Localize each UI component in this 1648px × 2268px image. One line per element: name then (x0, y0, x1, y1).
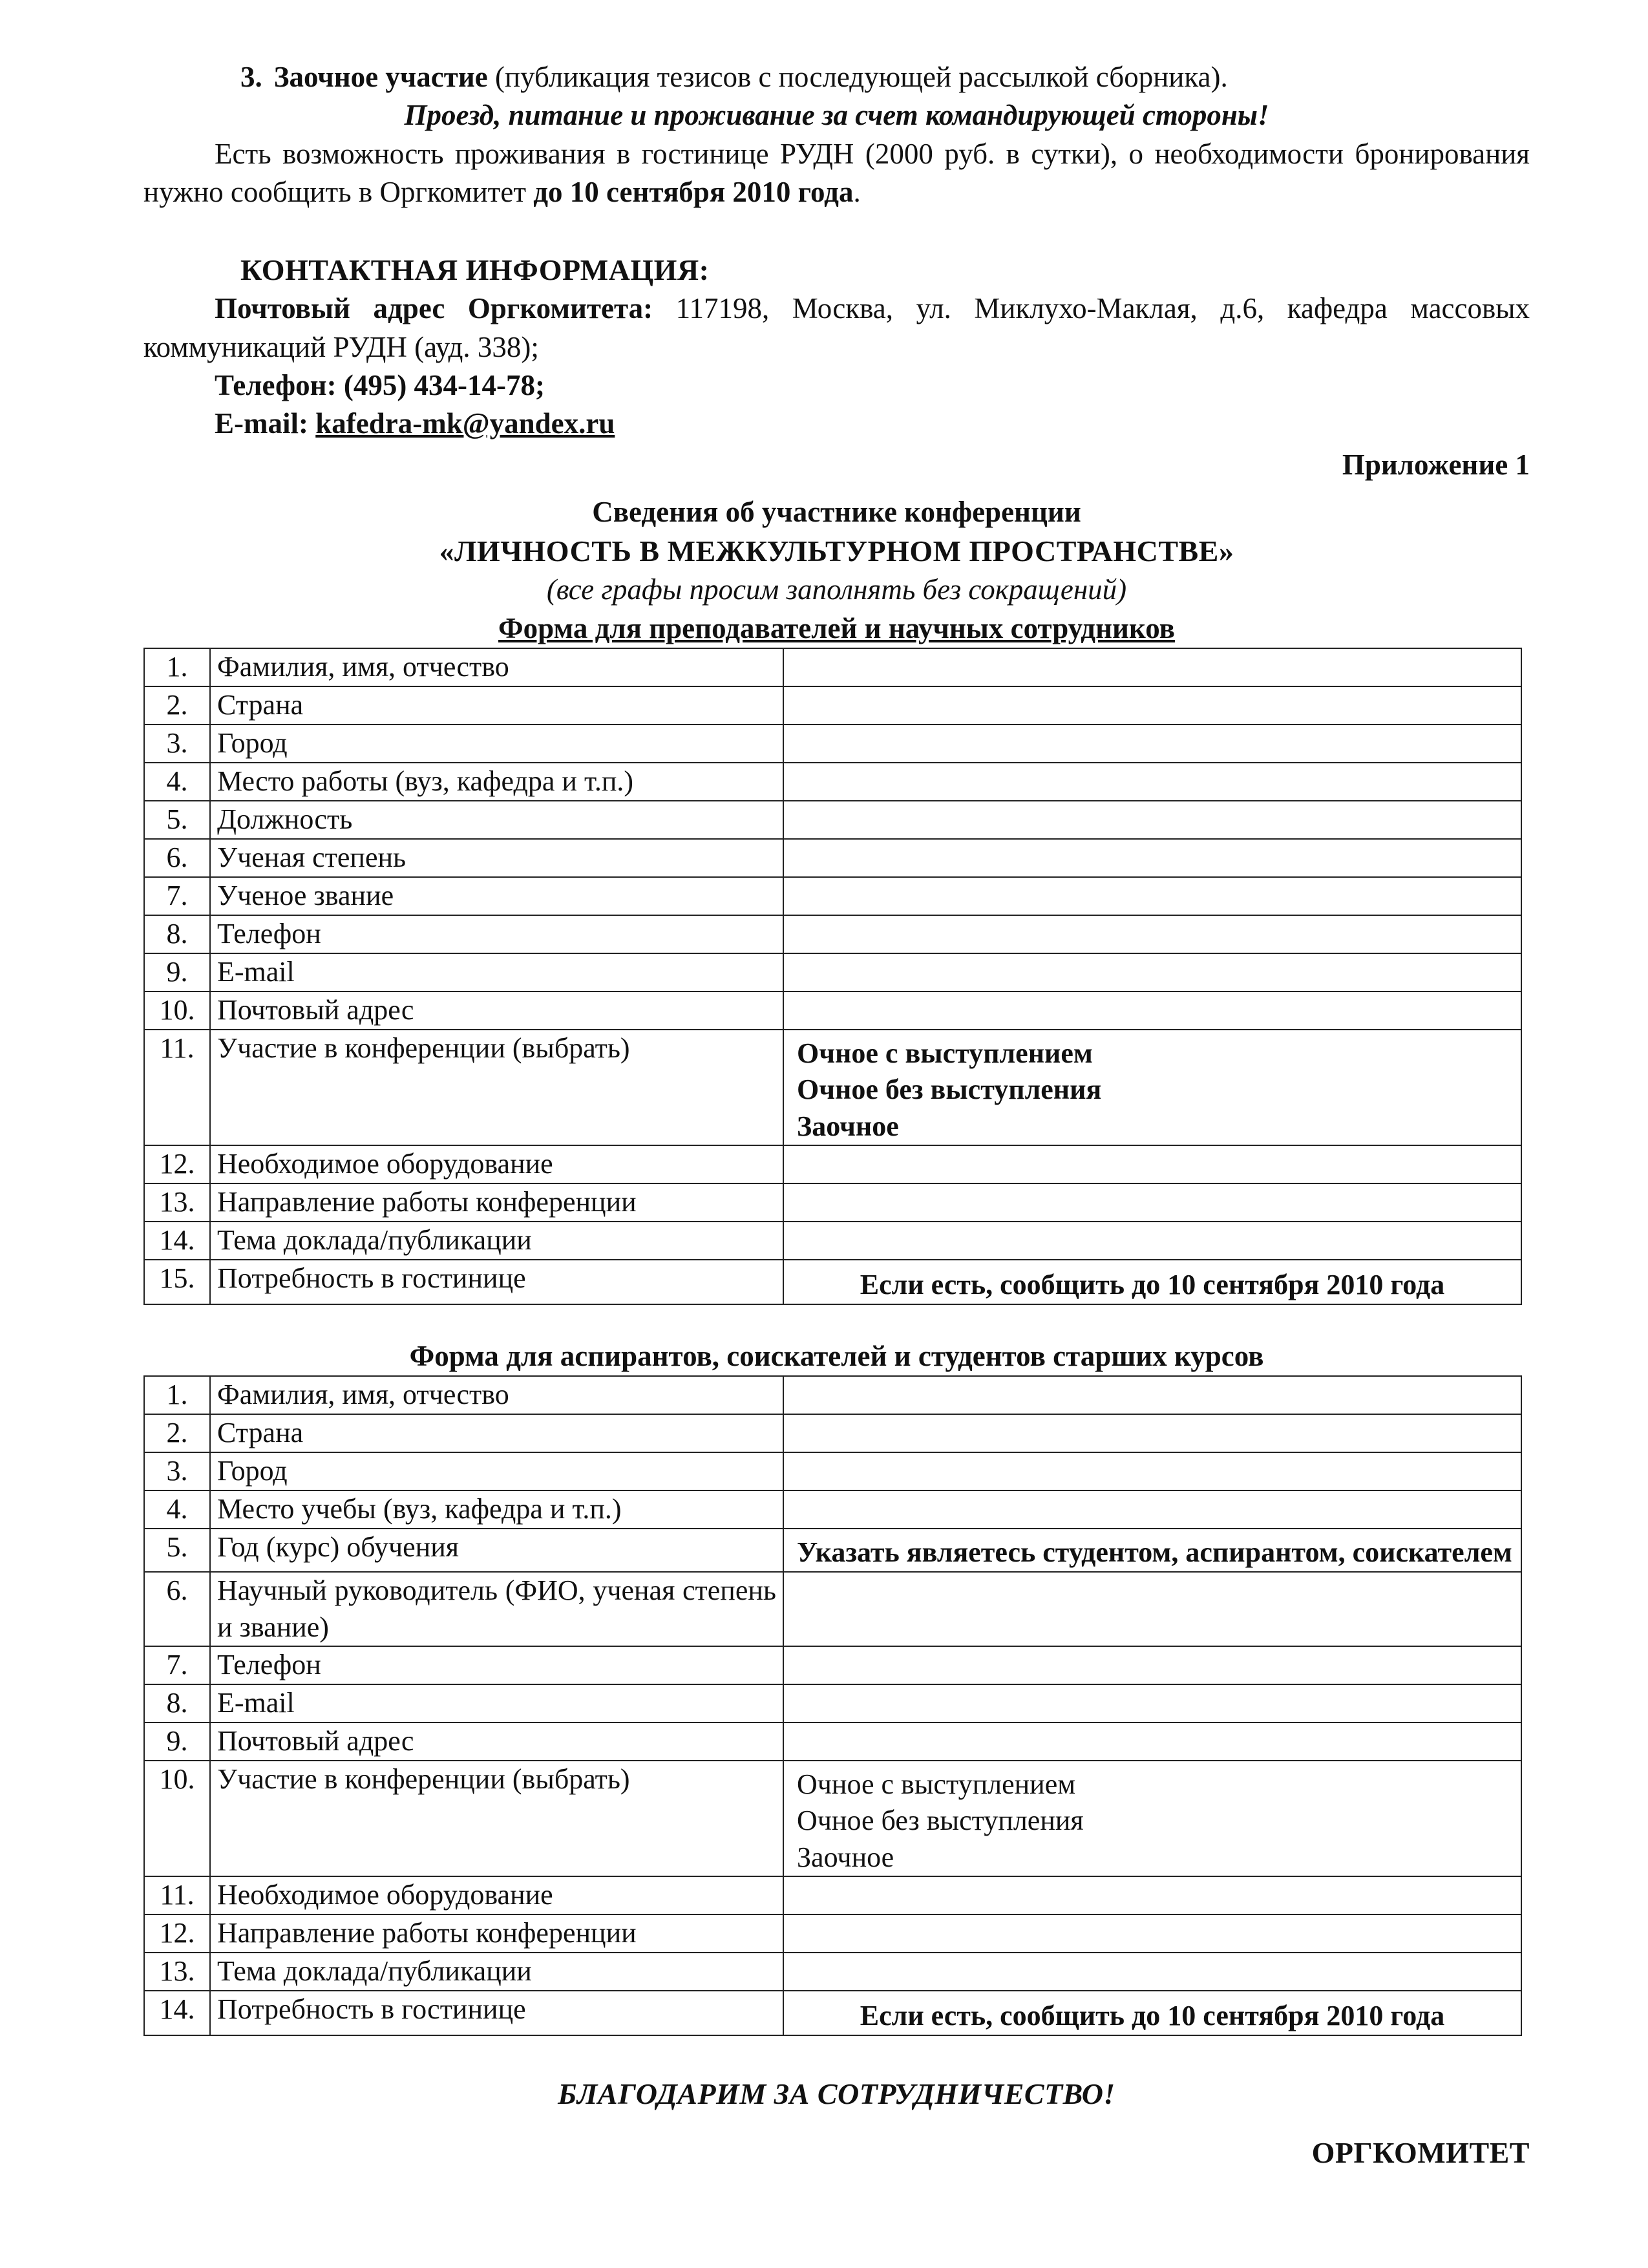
field-label: Телефон (210, 915, 783, 953)
field-value[interactable] (783, 1376, 1521, 1414)
field-label: Потребность в гостинице (210, 1991, 783, 2035)
form-row (144, 801, 1521, 839)
field-label: Тема доклада/публикации (210, 1953, 783, 1991)
field-label: Телефон (210, 1646, 783, 1684)
form-row (144, 1646, 1521, 1684)
row-number: 14. (144, 1991, 210, 2035)
form-row (144, 915, 1521, 953)
field-value[interactable] (783, 1876, 1521, 1914)
field-value[interactable] (783, 1572, 1521, 1646)
participation-options[interactable] (783, 1030, 1521, 1145)
field-value[interactable] (783, 1414, 1521, 1452)
participation-option[interactable]: Очное без выступления (797, 1074, 1102, 1106)
field-label: Научный руководитель (ФИО, ученая степень и звание) (210, 1572, 783, 1646)
field-value[interactable] (783, 1722, 1521, 1761)
field-value[interactable]: Если есть, сообщить до 10 сентября 2010 года (783, 1991, 1521, 2035)
field-label: Место работы (вуз, кафедра и т.п.) (210, 763, 783, 801)
field-label: Тема доклада/публикации (210, 1222, 783, 1260)
form-row (144, 1376, 1521, 1414)
form-row (144, 1572, 1521, 1646)
form1-title: Форма для преподавателей и научных сотрудников (498, 611, 1175, 644)
field-value[interactable] (783, 725, 1521, 763)
form-row (144, 763, 1521, 801)
field-label: Должность (210, 801, 783, 839)
field-label: Фамилия, имя, отчество (210, 648, 783, 686)
form-row (144, 1529, 1521, 1572)
participation-option[interactable]: Очное с выступлением (797, 1768, 1076, 1801)
field-label: Год (курс) обучения (210, 1529, 783, 1572)
form-row (144, 686, 1521, 725)
form-row (144, 1260, 1521, 1304)
field-label: Участие в конференции (выбрать) (210, 1761, 783, 1876)
form-row (144, 1452, 1521, 1490)
field-value[interactable] (783, 1183, 1521, 1222)
form-row (144, 953, 1521, 991)
row-number: 12. (144, 1145, 210, 1183)
row-number: 15. (144, 1260, 210, 1304)
form-row (144, 1953, 1521, 1991)
field-value[interactable] (783, 1490, 1521, 1529)
field-label: Фамилия, имя, отчество (210, 1376, 783, 1414)
field-value[interactable] (783, 953, 1521, 991)
form-row (144, 1684, 1521, 1722)
thanks-line: БЛАГОДАРИМ ЗА СОТРУДНИЧЕСТВО! (558, 2077, 1115, 2111)
committee-signature: ОРГКОМИТЕТ (1311, 2136, 1530, 2169)
field-value[interactable] (783, 1222, 1521, 1260)
row-number: 14. (144, 1222, 210, 1260)
field-value[interactable] (783, 1452, 1521, 1490)
field-value[interactable]: Указать являетесь студентом, аспирантом, соискателем (783, 1529, 1521, 1572)
field-value[interactable]: Если есть, сообщить до 10 сентября 2010 года (783, 1260, 1521, 1304)
participation-option[interactable]: Очное с выступлением (797, 1037, 1093, 1070)
form-row (144, 1222, 1521, 1260)
row-number: 6. (144, 839, 210, 877)
field-label: Место учебы (вуз, кафедра и т.п.) (210, 1490, 783, 1529)
field-label: Потребность в гостинице (210, 1260, 783, 1304)
field-label: Необходимое оборудование (210, 1876, 783, 1914)
field-value[interactable] (783, 839, 1521, 877)
form-row (144, 1914, 1521, 1953)
row-number: 6. (144, 1572, 210, 1646)
form-row (144, 1183, 1521, 1222)
form1-body (144, 648, 1521, 1304)
postal-value: 117198, Москва, ул. Миклухо-Маклая, д.6, кафедра массовых коммуникаций РУДН (ауд. 338); (143, 292, 1530, 363)
item-number: 3. (240, 61, 262, 93)
field-label: E-mail (210, 953, 783, 991)
postal-address (143, 290, 1530, 366)
conference-title: «ЛИЧНОСТЬ В МЕЖКУЛЬТУРНОМ ПРОСТРАНСТВЕ» (439, 534, 1234, 567)
hotel-text: Есть возможность проживания в гостинице РУДН (2000 руб. в сутки), о необходимости бронирования нужно сообщить в Оргкомитет (143, 137, 1530, 209)
row-number: 4. (144, 763, 210, 801)
form2-table (143, 1375, 1522, 2036)
row-number: 1. (144, 648, 210, 686)
row-number: 10. (144, 1761, 210, 1876)
row-number: 4. (144, 1490, 210, 1529)
field-label: Направление работы конференции (210, 1183, 783, 1222)
participation-option[interactable]: Очное без выступления (797, 1805, 1084, 1837)
hotel-deadline: до 10 сентября 2010 года (533, 176, 854, 209)
row-number: 9. (144, 953, 210, 991)
row-number: 13. (144, 1183, 210, 1222)
form-row (144, 991, 1521, 1030)
row-number: 13. (144, 1953, 210, 1991)
travel-note: Проезд, питание и проживание за счет командирующей стороны! (404, 99, 1269, 132)
participation-options[interactable] (783, 1761, 1521, 1876)
field-label: Ученая степень (210, 839, 783, 877)
row-number: 5. (144, 801, 210, 839)
field-value[interactable] (783, 1145, 1521, 1183)
form2-title: Форма для аспирантов, соискателей и студентов старших курсов (409, 1340, 1264, 1373)
field-value[interactable] (783, 763, 1521, 801)
form1-table (143, 648, 1522, 1305)
row-number: 7. (144, 877, 210, 915)
postal-label: Почтовый адрес Оргкомитета: (215, 292, 653, 325)
contacts-heading: КОНТАКТНАЯ ИНФОРМАЦИЯ: (240, 253, 710, 286)
email-line (143, 405, 1530, 443)
form-row (144, 1761, 1521, 1876)
row-number: 8. (144, 915, 210, 953)
row-number: 3. (144, 725, 210, 763)
form-row (144, 1876, 1521, 1914)
email-link[interactable]: kafedra-mk@yandex.ru (315, 407, 615, 440)
form-row (144, 877, 1521, 915)
form-row (144, 648, 1521, 686)
field-value[interactable] (783, 991, 1521, 1030)
row-number: 11. (144, 1876, 210, 1914)
participation-item-3 (143, 58, 1530, 96)
field-label: Почтовый адрес (210, 1722, 783, 1761)
email-label: E-mail: (215, 407, 316, 440)
row-number: 9. (144, 1722, 210, 1761)
row-number: 11. (144, 1030, 210, 1145)
participation-option[interactable]: Заочное (797, 1110, 899, 1142)
form-row (144, 1722, 1521, 1761)
form2-body (144, 1376, 1521, 2035)
document-content (143, 58, 1530, 2172)
field-label: Страна (210, 1414, 783, 1452)
form-row (144, 1414, 1521, 1452)
row-number: 5. (144, 1529, 210, 1572)
row-number: 2. (144, 686, 210, 725)
hotel-end: . (853, 176, 861, 209)
annex-label: Приложение 1 (1342, 448, 1530, 481)
field-value[interactable] (783, 801, 1521, 839)
field-value[interactable] (783, 1684, 1521, 1722)
field-label: Необходимое оборудование (210, 1145, 783, 1183)
phone-line: Телефон: (495) 434-14-78; (215, 369, 545, 402)
form-row (144, 1145, 1521, 1183)
row-number: 1. (144, 1376, 210, 1414)
field-label: Страна (210, 686, 783, 725)
hotel-paragraph (143, 135, 1530, 212)
field-value[interactable] (783, 686, 1521, 725)
row-number: 7. (144, 1646, 210, 1684)
fill-note: (все графы просим заполнять без сокращений) (546, 573, 1127, 606)
row-number: 2. (144, 1414, 210, 1452)
form-heading: Сведения об участнике конференции (592, 496, 1081, 529)
field-value[interactable] (783, 1914, 1521, 1953)
item-title: Заочное участие (273, 61, 488, 93)
field-label: E-mail (210, 1684, 783, 1722)
field-label: Ученое звание (210, 877, 783, 915)
form-row (144, 725, 1521, 763)
field-value[interactable] (783, 648, 1521, 686)
form-row (144, 1991, 1521, 2035)
field-label: Город (210, 725, 783, 763)
form-row (144, 1490, 1521, 1529)
field-label: Направление работы конференции (210, 1914, 783, 1953)
item-description: (публикация тезисов с последующей рассылкой сборника). (487, 61, 1228, 93)
field-label: Участие в конференции (выбрать) (210, 1030, 783, 1145)
row-number: 10. (144, 991, 210, 1030)
field-value[interactable] (783, 915, 1521, 953)
field-value[interactable] (783, 1953, 1521, 1991)
row-number: 3. (144, 1452, 210, 1490)
form-row (144, 839, 1521, 877)
form-row (144, 1030, 1521, 1145)
field-label: Город (210, 1452, 783, 1490)
field-value[interactable] (783, 1646, 1521, 1684)
field-value[interactable] (783, 877, 1521, 915)
row-number: 8. (144, 1684, 210, 1722)
participation-option[interactable]: Заочное (797, 1841, 894, 1873)
field-label: Почтовый адрес (210, 991, 783, 1030)
row-number: 12. (144, 1914, 210, 1953)
